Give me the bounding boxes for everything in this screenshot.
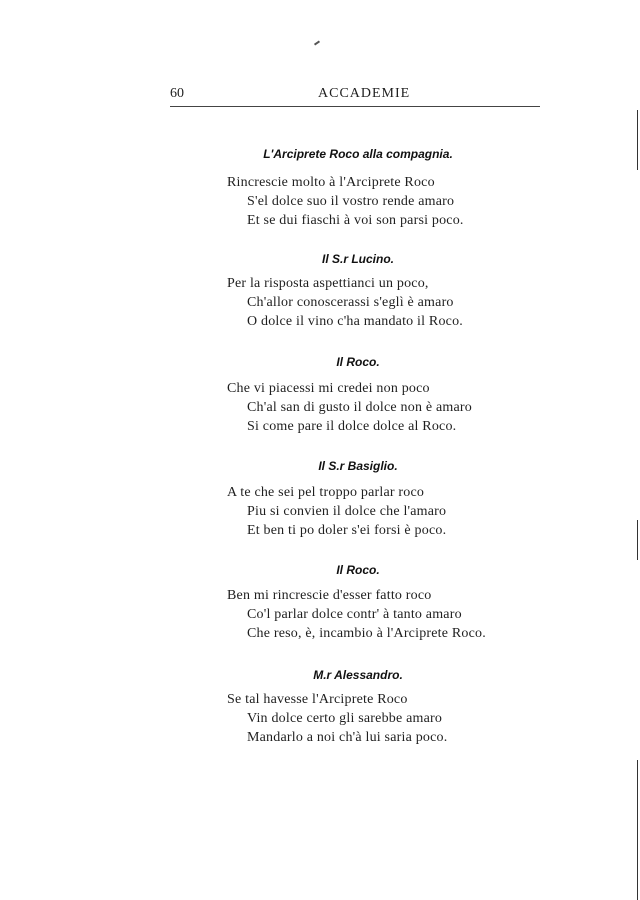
verse-line: Co'l parlar dolce contr' à tanto amaro (247, 607, 462, 622)
speaker-heading: Il S.r Basiglio. (318, 459, 398, 473)
page-header (170, 86, 540, 106)
speaker-heading: L'Arciprete Roco alla compagnia. (263, 147, 453, 161)
header-rule (170, 106, 540, 107)
verse-line: Et ben ti po doler s'ei forsi è poco. (247, 523, 447, 538)
verse-line: Ben mi rincrescie d'esser fatto roco (227, 588, 432, 603)
verse-line: Che reso, è, incambio à l'Arciprete Roco. (247, 626, 486, 641)
verse-line: Vin dolce certo gli sarebbe amaro (247, 711, 443, 726)
verse-line: Piu si convien il dolce che l'amaro (247, 504, 447, 519)
speaker-heading: Il Roco. (336, 355, 380, 369)
verse-line: Che vi piacessi mi credei non poco (227, 381, 430, 396)
page-edge-mark (637, 760, 638, 900)
page-number: 60 (170, 86, 184, 101)
running-head: ACCADEMIE (318, 86, 411, 101)
verse-line: Ch'allor conoscerassi s'eglì è amaro (247, 295, 454, 310)
verse-line: A te che sei pel troppo parlar roco (227, 485, 425, 500)
verse-line: Et se dui fiaschi à voi son parsi poco. (247, 213, 464, 228)
verse-line: Mandarlo a noi ch'à lui saria poco. (247, 730, 448, 745)
verse-line: S'el dolce suo il vostro rende amaro (247, 194, 455, 209)
speaker-heading: Il Roco. (336, 563, 380, 577)
page-edge-mark (637, 520, 638, 560)
ink-speck (314, 40, 320, 45)
verse-line: Se tal havesse l'Arciprete Roco (227, 692, 408, 707)
speaker-heading: M.r Alessandro. (313, 668, 403, 682)
verse-line: Ch'al san di gusto il dolce non è amaro (247, 400, 472, 415)
verse-line: Per la risposta aspettianci un poco, (227, 276, 429, 291)
verse-line: Rincrescie molto à l'Arciprete Roco (227, 175, 435, 190)
verse-line: Si come pare il dolce dolce al Roco. (247, 419, 457, 434)
speaker-heading: Il S.r Lucino. (321, 252, 394, 266)
verse-line: O dolce il vino c'ha mandato il Roco. (247, 314, 463, 329)
page-edge-mark (637, 110, 638, 170)
